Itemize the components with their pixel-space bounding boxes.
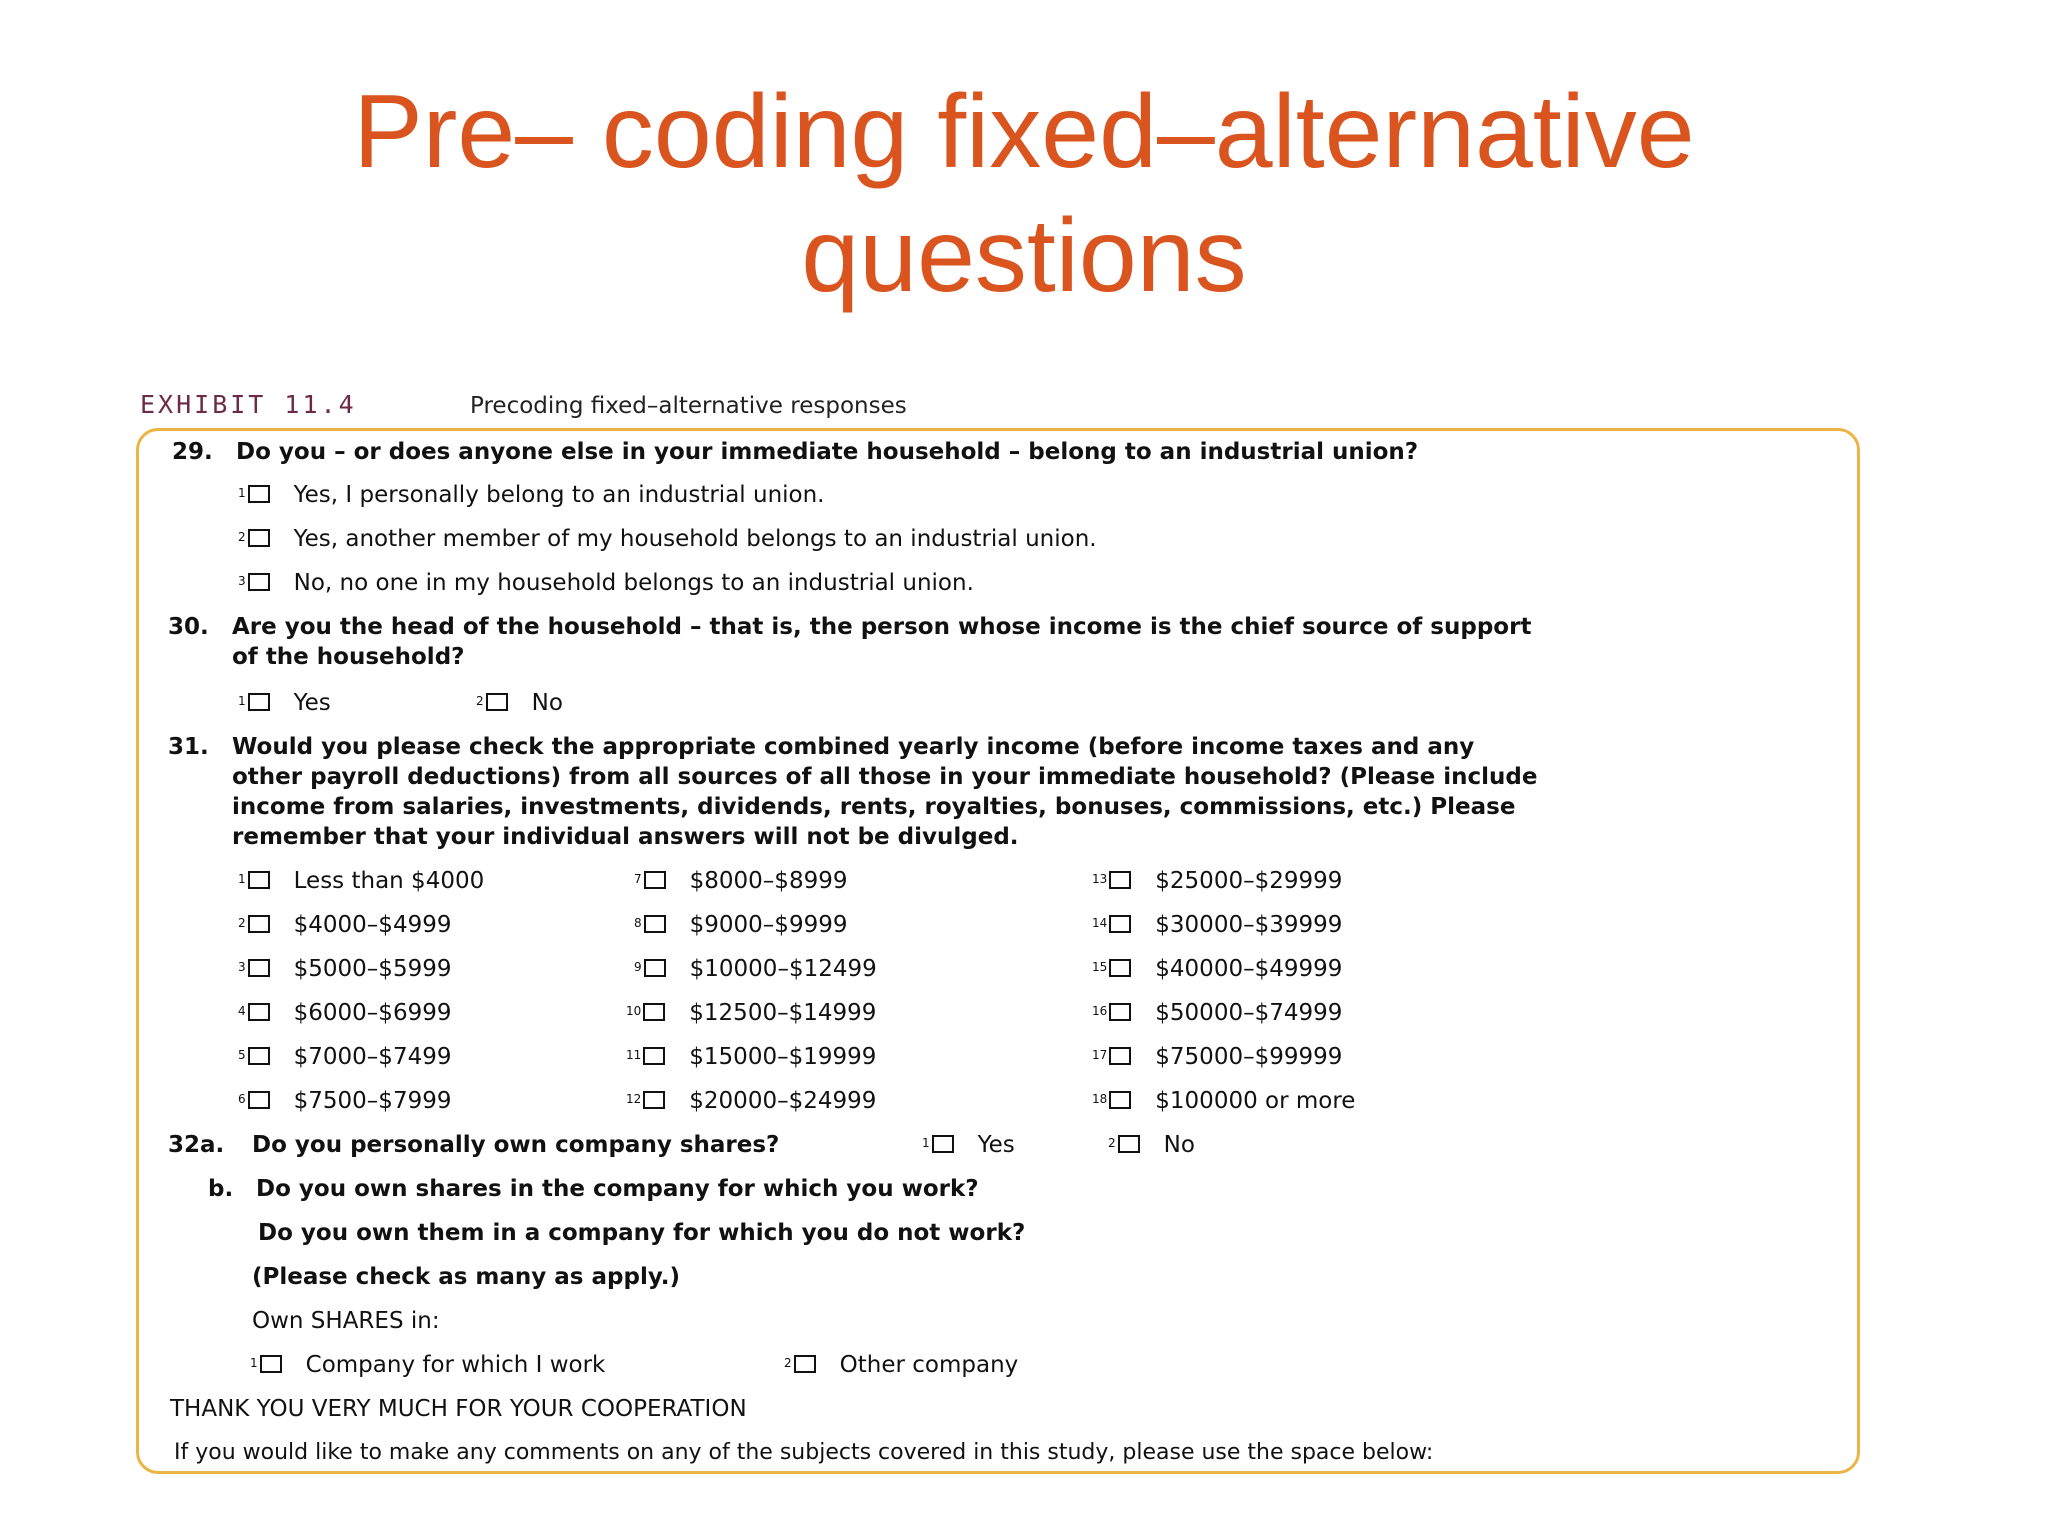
q32b-text-line-1: Do you own shares in the company for which you work?: [256, 1176, 979, 1202]
q31-option-9-label: $10000–$12499: [689, 956, 877, 982]
q31-option-6[interactable]: [238, 1086, 451, 1116]
q29-option-1-checkbox[interactable]: [248, 485, 270, 503]
q31-option-3-code: 3: [238, 960, 246, 974]
q31-option-2-label: $4000–$4999: [293, 912, 452, 938]
q31-option-15-code: 15: [1092, 960, 1108, 974]
q31-option-14-checkbox[interactable]: [1109, 915, 1131, 933]
q31-option-3[interactable]: [238, 954, 451, 984]
q31-option-3-label: $5000–$5999: [293, 956, 452, 982]
comments-prompt: If you would like to make any comments on any of the subjects covered in this study, please use the space below:: [174, 1440, 1434, 1465]
q31-option-15-label: $40000–$49999: [1155, 956, 1343, 982]
q31-option-7-checkbox[interactable]: [644, 871, 666, 889]
q31-option-9[interactable]: [634, 954, 877, 984]
q29-option-2-checkbox[interactable]: [248, 529, 270, 547]
q31-option-9-code: 9: [634, 960, 642, 974]
q31-text-line-1: Would you please check the appropriate combined yearly income (before income taxes and any: [232, 734, 1475, 760]
q31-option-16-label: $50000–$74999: [1155, 1000, 1343, 1026]
q31-option-4-checkbox[interactable]: [248, 1003, 270, 1021]
q30-option-no-code: 2: [476, 694, 484, 708]
q31-option-18-checkbox[interactable]: [1109, 1091, 1131, 1109]
q31-option-16-checkbox[interactable]: [1109, 1003, 1131, 1021]
thank-you-text: THANK YOU VERY MUCH FOR YOUR COOPERATION: [170, 1396, 747, 1422]
q29-option-3-code: 3: [238, 574, 246, 588]
q31-option-8-code: 8: [634, 916, 642, 930]
q32b-option-2-checkbox[interactable]: [794, 1355, 816, 1373]
q32b-option-company-work[interactable]: [250, 1350, 605, 1380]
q32b-text-line-3: (Please check as many as apply.): [252, 1264, 680, 1290]
q31-option-7-label: $8000–$8999: [689, 868, 848, 894]
q31-option-6-checkbox[interactable]: [248, 1091, 270, 1109]
q31-option-9-checkbox[interactable]: [644, 959, 666, 977]
q31-option-4[interactable]: [238, 998, 451, 1028]
q31-option-16-code: 16: [1092, 1004, 1108, 1018]
q31-option-12[interactable]: [626, 1086, 876, 1116]
q31-option-10-checkbox[interactable]: [643, 1003, 665, 1021]
q31-option-14[interactable]: [1092, 910, 1342, 940]
q31-option-14-label: $30000–$39999: [1155, 912, 1343, 938]
exhibit-label: EXHIBIT 11.4: [140, 390, 357, 419]
q29-option-2-code: 2: [238, 530, 246, 544]
q31-option-5-label: $7000–$7499: [293, 1044, 452, 1070]
q32b-option-2-code: 2: [784, 1356, 792, 1370]
q32a-option-no-label: No: [1163, 1132, 1195, 1158]
q31-option-1[interactable]: [238, 866, 484, 896]
q31-option-13-code: 13: [1092, 872, 1108, 886]
slide-title-line-1: Pre– coding fixed–alternative: [353, 74, 1695, 190]
q30-option-yes-code: 1: [238, 694, 246, 708]
q31-option-13-checkbox[interactable]: [1109, 871, 1131, 889]
q31-option-15[interactable]: [1092, 954, 1342, 984]
q32b-option-1-checkbox[interactable]: [260, 1355, 282, 1373]
q31-option-17-checkbox[interactable]: [1109, 1047, 1131, 1065]
q31-option-18-code: 18: [1092, 1092, 1108, 1106]
q29-option-2-label: Yes, another member of my household belongs to an industrial union.: [293, 526, 1097, 552]
q31-option-11-label: $15000–$19999: [689, 1044, 877, 1070]
q32b-option-2-label: Other company: [839, 1352, 1019, 1378]
q31-option-10-code: 10: [626, 1004, 642, 1018]
q31-option-11[interactable]: [626, 1042, 876, 1072]
q31-option-10-label: $12500–$14999: [689, 1000, 877, 1026]
q31-option-11-code: 11: [626, 1048, 642, 1062]
q32a-option-no[interactable]: [1108, 1130, 1195, 1160]
q32b-own-shares-label: Own SHARES in:: [252, 1308, 440, 1334]
q32a-option-yes-label: Yes: [977, 1132, 1015, 1158]
q32b-option-1-label: Company for which I work: [305, 1352, 606, 1378]
q31-option-11-checkbox[interactable]: [643, 1047, 665, 1065]
q30-text-line-2: of the household?: [232, 644, 465, 670]
q29-option-2[interactable]: [238, 524, 1097, 554]
q29-option-1-code: 1: [238, 486, 246, 500]
exhibit-caption: Precoding fixed–alternative responses: [470, 393, 907, 419]
q31-option-12-label: $20000–$24999: [689, 1088, 877, 1114]
q31-option-7[interactable]: [634, 866, 847, 896]
q29-number: 29.: [172, 439, 213, 465]
q29-option-3-checkbox[interactable]: [248, 573, 270, 591]
q32a-text: Do you personally own company shares?: [252, 1132, 780, 1158]
q31-option-18[interactable]: [1092, 1086, 1355, 1116]
q32a-option-no-checkbox[interactable]: [1118, 1135, 1140, 1153]
q30-option-yes-label: Yes: [293, 690, 331, 716]
q31-text-line-4: remember that your individual answers will not be divulged.: [232, 824, 1019, 850]
q30-option-no-label: No: [531, 690, 563, 716]
q29-option-3-label: No, no one in my household belongs to an industrial union.: [293, 570, 974, 596]
q31-option-2[interactable]: [238, 910, 451, 940]
q30-text-line-1: Are you the head of the household – that is, the person whose income is the chief source of support: [232, 614, 1532, 640]
q31-option-1-label: Less than $4000: [293, 868, 485, 894]
q29-option-3[interactable]: [238, 568, 974, 598]
q31-option-2-code: 2: [238, 916, 246, 930]
q30-option-no[interactable]: [476, 688, 563, 718]
q31-option-6-code: 6: [238, 1092, 246, 1106]
q31-option-16[interactable]: [1092, 998, 1342, 1028]
q31-option-4-label: $6000–$6999: [293, 1000, 452, 1026]
q32a-option-yes-code: 1: [922, 1136, 930, 1150]
q29-option-1-label: Yes, I personally belong to an industrial union.: [293, 482, 825, 508]
q31-option-17-label: $75000–$99999: [1155, 1044, 1343, 1070]
q31-option-1-checkbox[interactable]: [248, 871, 270, 889]
q31-option-14-code: 14: [1092, 916, 1108, 930]
q31-option-5-code: 5: [238, 1048, 246, 1062]
q31-option-10[interactable]: [626, 998, 876, 1028]
q31-option-18-label: $100000 or more: [1155, 1088, 1356, 1114]
q31-option-2-checkbox[interactable]: [248, 915, 270, 933]
q31-option-13[interactable]: [1092, 866, 1342, 896]
q31-option-6-label: $7500–$7999: [293, 1088, 452, 1114]
q32a-number: 32a.: [168, 1132, 225, 1158]
q31-text-line-3: income from salaries, investments, dividends, rents, royalties, bonuses, commissions, etc.) Please: [232, 794, 1516, 820]
slide-title-line-2: questions: [801, 198, 1247, 314]
q31-option-1-code: 1: [238, 872, 246, 886]
q32a-option-yes-checkbox[interactable]: [932, 1135, 954, 1153]
q31-option-7-code: 7: [634, 872, 642, 886]
q32a-option-yes[interactable]: [922, 1130, 1015, 1160]
q31-option-5-checkbox[interactable]: [248, 1047, 270, 1065]
q31-option-5[interactable]: [238, 1042, 451, 1072]
q31-option-8-checkbox[interactable]: [644, 915, 666, 933]
q30-option-yes[interactable]: [238, 688, 331, 718]
q32b-option-other-company[interactable]: [784, 1350, 1018, 1380]
q30-number: 30.: [168, 614, 209, 640]
q29-option-1[interactable]: [238, 480, 825, 510]
q31-number: 31.: [168, 734, 209, 760]
q30-option-no-checkbox[interactable]: [486, 693, 508, 711]
q29-text: Do you – or does anyone else in your immediate household – belong to an industrial union?: [236, 439, 1419, 465]
q32b-number: b.: [208, 1176, 234, 1202]
q31-option-4-code: 4: [238, 1004, 246, 1018]
q31-option-8[interactable]: [634, 910, 847, 940]
slide-title: [0, 70, 2048, 318]
q31-option-8-label: $9000–$9999: [689, 912, 848, 938]
q32b-text-line-2: Do you own them in a company for which you do not work?: [258, 1220, 1026, 1246]
q30-option-yes-checkbox[interactable]: [248, 693, 270, 711]
q31-option-17-code: 17: [1092, 1048, 1108, 1062]
q31-text-line-2: other payroll deductions) from all sources of all those in your immediate household? (Please include: [232, 764, 1538, 790]
q31-option-12-code: 12: [626, 1092, 642, 1106]
q31-option-15-checkbox[interactable]: [1109, 959, 1131, 977]
q32b-option-1-code: 1: [250, 1356, 258, 1370]
q31-option-13-label: $25000–$29999: [1155, 868, 1343, 894]
q31-option-17[interactable]: [1092, 1042, 1342, 1072]
q31-option-3-checkbox[interactable]: [248, 959, 270, 977]
q31-option-12-checkbox[interactable]: [643, 1091, 665, 1109]
q32a-option-no-code: 2: [1108, 1136, 1116, 1150]
